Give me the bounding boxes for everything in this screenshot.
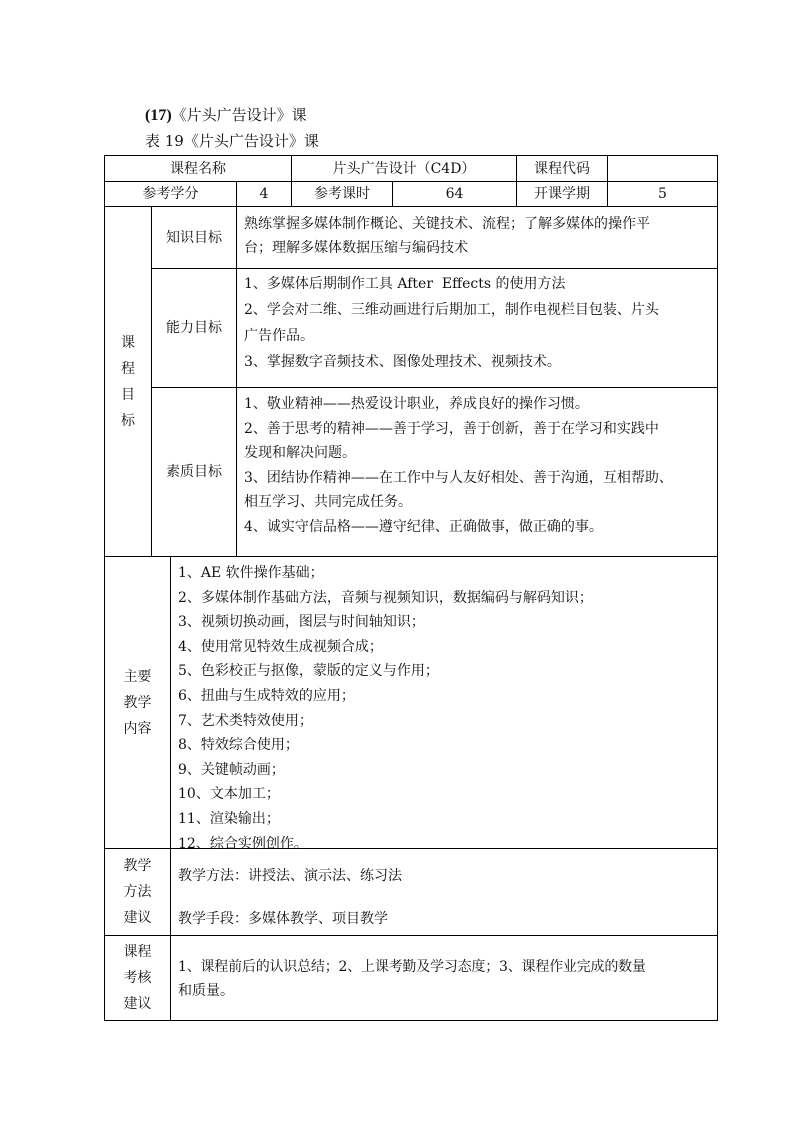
label-char: 方法 xyxy=(123,884,152,900)
ability-text xyxy=(244,271,716,385)
text-line: 台；理解多媒体数据压缩与编码技术 xyxy=(244,240,468,256)
text-line: 2、学会对二维、三维动画进行后期加工，制作电视栏目包装、片头 xyxy=(244,302,659,318)
label-char: 目 xyxy=(121,386,135,403)
course-name-value: 片头广告设计（C4D） xyxy=(332,160,476,177)
label-char: 课 xyxy=(121,334,135,351)
section-number: (17) xyxy=(145,107,172,124)
text-line: 1、多媒体后期制作工具 After Effects 的使用方法 xyxy=(244,276,566,292)
text-line: 广告作品。 xyxy=(244,328,314,344)
course-code-label: 课程代码 xyxy=(534,160,590,177)
means-text: 教学手段：多媒体教学、项目教学 xyxy=(178,911,388,927)
label-char: 考核 xyxy=(123,970,152,986)
content-list xyxy=(178,561,716,852)
list-item: 9、关键帧动画； xyxy=(178,761,285,778)
hours-value: 64 xyxy=(445,186,464,202)
table-rule xyxy=(104,556,718,557)
text-line: 相互学习、共同完成任务。 xyxy=(244,494,412,510)
knowledge-label: 知识目标 xyxy=(166,229,222,246)
method-text: 教学方法：讲授法、演示法、练习法 xyxy=(178,868,402,884)
list-item: 12、综合实例创作。 xyxy=(178,835,308,852)
list-item: 11、渲染输出； xyxy=(178,810,280,827)
table-rule xyxy=(104,935,718,936)
method-label xyxy=(105,849,170,935)
text-line: 3、掌握数字音频技术、图像处理技术、视频技术。 xyxy=(244,354,561,370)
label-char: 教学 xyxy=(123,858,152,874)
text-line: 和质量。 xyxy=(178,983,234,999)
list-item: 8、特效综合使用； xyxy=(178,737,299,754)
list-item: 3、视频切换动画，图层与时间轴知识； xyxy=(178,614,425,631)
list-item: 5、色彩校正与抠像，蒙版的定义与作用； xyxy=(178,663,439,680)
label-char: 标 xyxy=(121,412,135,429)
table-caption: 表 19《片头广告设计》课 xyxy=(145,132,319,150)
content-label xyxy=(105,557,170,848)
credits-label: 参考学分 xyxy=(142,186,199,202)
text-line: 发现和解决问题。 xyxy=(244,445,356,461)
table-border-right xyxy=(717,155,718,1021)
assessment-text xyxy=(178,955,716,1005)
label-char: 建议 xyxy=(123,996,152,1012)
list-item: 7、艺术类特效使用； xyxy=(178,712,313,729)
semester-value: 5 xyxy=(658,186,667,202)
objectives-label xyxy=(105,207,151,556)
table-rule xyxy=(236,206,237,556)
semester-label: 开课学期 xyxy=(534,186,590,202)
quality-label: 素质目标 xyxy=(166,464,222,480)
table-rule xyxy=(170,556,171,1020)
text-line: 3、团结协作精神——在工作中与人友好相处、善于沟通，互相帮助、 xyxy=(244,469,673,486)
ability-label: 能力目标 xyxy=(166,320,222,336)
course-name-label: 课程名称 xyxy=(170,160,226,177)
assessment-label xyxy=(105,936,170,1020)
list-item: 10、文本加工； xyxy=(178,786,280,803)
text-line: 2、善于思考的精神——善于学习，善于创新，善于在学习和实践中 xyxy=(244,420,659,437)
hours-label: 参考课时 xyxy=(314,186,370,202)
section-heading xyxy=(145,105,307,126)
label-char: 内容 xyxy=(123,720,152,737)
text-line: 熟练掌握多媒体制作概论、关键技术、流程；了解多媒体的操作平 xyxy=(244,216,650,232)
text-line: 1、敬业精神——热爱设计职业，养成良好的操作习惯。 xyxy=(244,396,589,412)
credits-value: 4 xyxy=(259,186,269,202)
label-char: 建议 xyxy=(123,910,152,926)
list-item: 2、多媒体制作基础方法，音频与视频知识，数据编码与解码知识； xyxy=(178,589,593,606)
list-item: 1、AE 软件操作基础； xyxy=(178,565,324,581)
quality-text xyxy=(244,392,716,554)
course-code-value xyxy=(608,156,717,181)
label-char: 教学 xyxy=(123,694,152,711)
label-char: 程 xyxy=(121,360,135,377)
text-line: 4、诚实守信品格——遵守纪律、正确做事，做正确的事。 xyxy=(244,518,603,535)
label-char: 课程 xyxy=(123,944,152,960)
knowledge-text xyxy=(244,212,716,266)
text-line: 1、课程前后的认识总结；2、上课考勤及学习态度；3、课程作业完成的数量 xyxy=(178,959,646,975)
label-char: 主要 xyxy=(123,668,152,685)
list-item: 6、扭曲与生成特效的应用； xyxy=(178,687,355,704)
table-border-bottom xyxy=(104,1020,718,1021)
section-title: 《片头广告设计》课 xyxy=(171,106,307,124)
list-item: 4、使用常见特效生成视频合成； xyxy=(178,638,383,655)
